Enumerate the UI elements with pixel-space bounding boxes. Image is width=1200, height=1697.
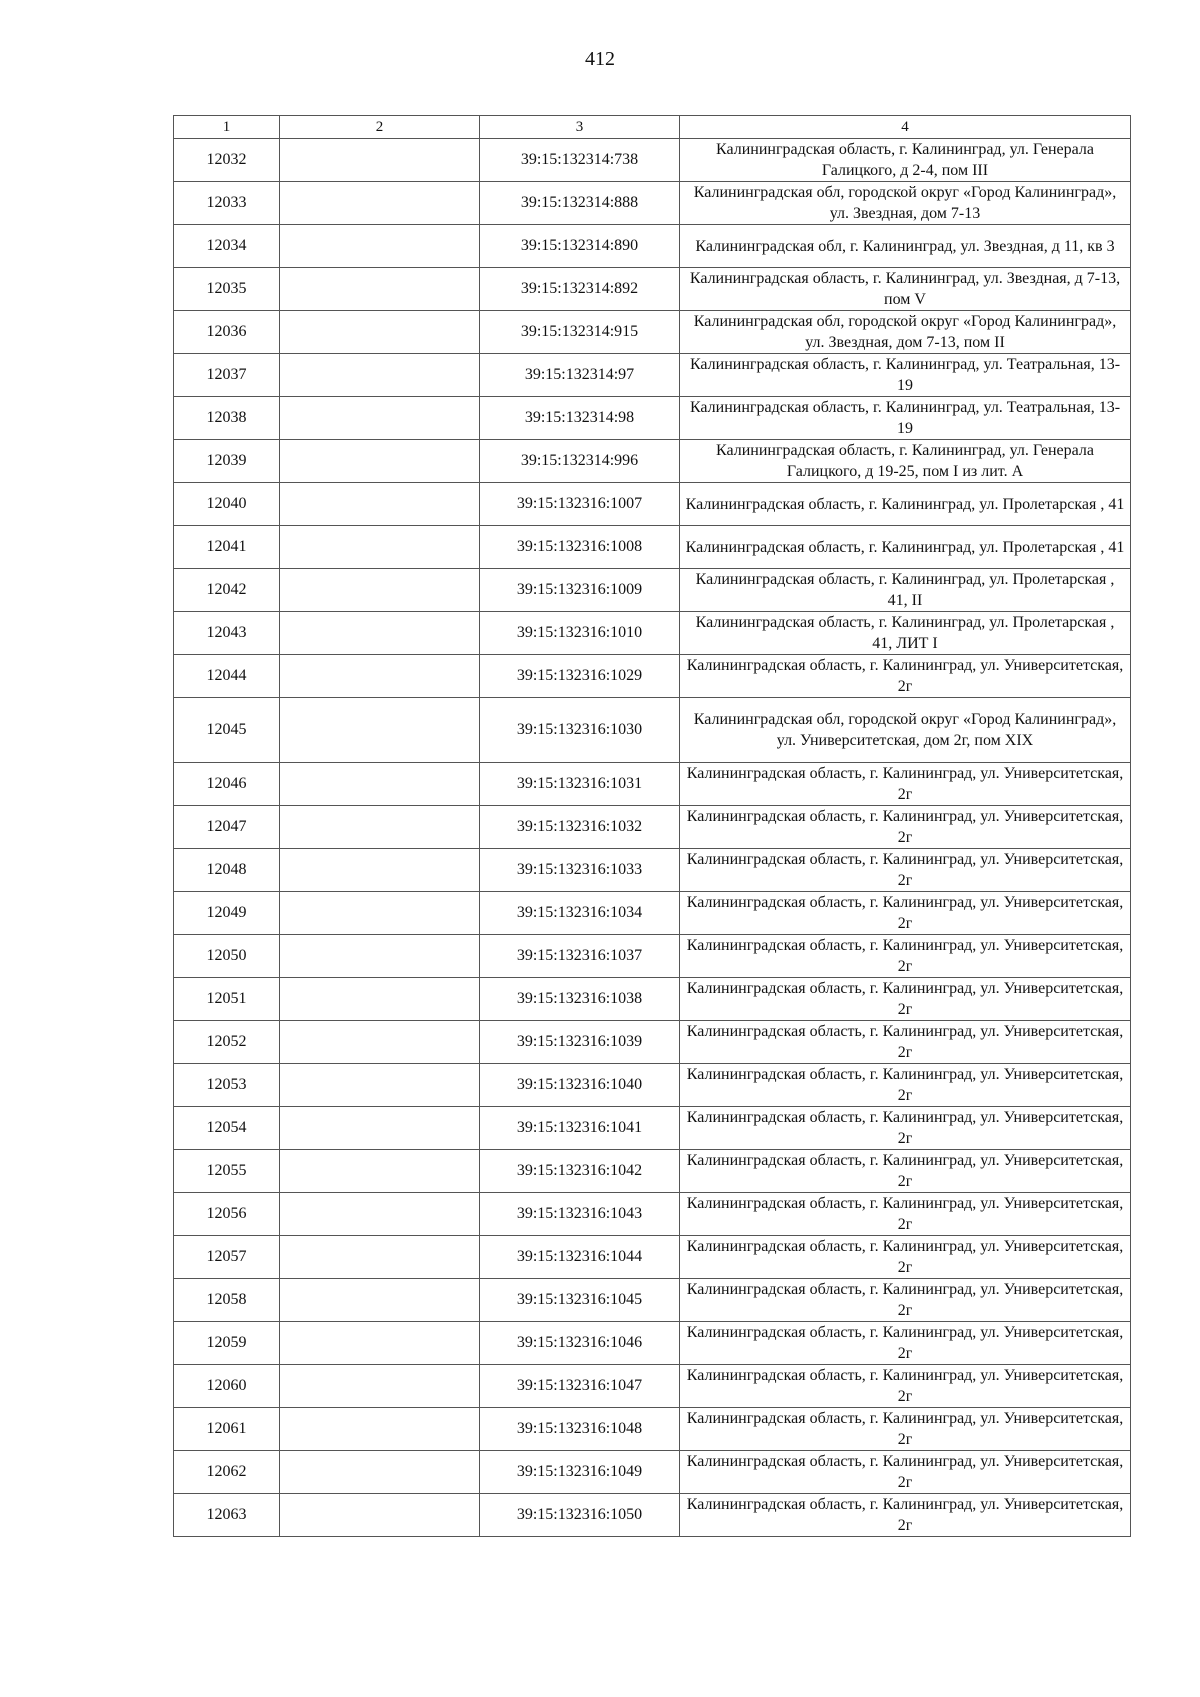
table-row <box>174 268 1131 311</box>
address-cell: Калининградская область, г. Калининград, ул. Пролетарская , 41 <box>680 526 1131 569</box>
row-number-cell: 12049 <box>174 892 280 935</box>
cadastral-number-cell: 39:15:132314:892 <box>480 268 680 311</box>
empty-cell <box>280 698 480 763</box>
address-cell: Калининградская область, г. Калининград, ул. Университетская, 2г <box>680 1193 1131 1236</box>
address-cell: Калининградская область, г. Калининград, ул. Университетская, 2г <box>680 978 1131 1021</box>
cadastral-number-cell: 39:15:132314:915 <box>480 311 680 354</box>
empty-cell <box>280 440 480 483</box>
table-row <box>174 569 1131 612</box>
row-number-cell: 12045 <box>174 698 280 763</box>
table-row <box>174 1451 1131 1494</box>
row-number-cell: 12057 <box>174 1236 280 1279</box>
cadastral-number-cell: 39:15:132316:1046 <box>480 1322 680 1365</box>
address-cell: Калининградская область, г. Калининград, ул. Университетская, 2г <box>680 806 1131 849</box>
row-number-cell: 12035 <box>174 268 280 311</box>
address-cell: Калининградская область, г. Калининград, ул. Университетская, 2г <box>680 1150 1131 1193</box>
row-number-cell: 12054 <box>174 1107 280 1150</box>
row-number-cell: 12042 <box>174 569 280 612</box>
row-number-cell: 12053 <box>174 1064 280 1107</box>
table-row <box>174 1408 1131 1451</box>
empty-cell <box>280 526 480 569</box>
address-cell: Калининградская область, г. Калининград, ул. Университетская, 2г <box>680 1064 1131 1107</box>
header-cell-3: 3 <box>480 116 680 139</box>
cadastral-number-cell: 39:15:132316:1010 <box>480 612 680 655</box>
cadastral-number-cell: 39:15:132314:888 <box>480 182 680 225</box>
cadastral-number-cell: 39:15:132316:1007 <box>480 483 680 526</box>
row-number-cell: 12056 <box>174 1193 280 1236</box>
header-cell-4: 4 <box>680 116 1131 139</box>
cadastral-number-cell: 39:15:132316:1038 <box>480 978 680 1021</box>
empty-cell <box>280 354 480 397</box>
address-cell: Калининградская область, г. Калининград, ул. Генерала Галицкого, д 19-25, пом I из лит. А <box>680 440 1131 483</box>
table-row <box>174 311 1131 354</box>
header-cell-1: 1 <box>174 116 280 139</box>
row-number-cell: 12040 <box>174 483 280 526</box>
empty-cell <box>280 1408 480 1451</box>
address-cell: Калининградская область, г. Калининград, ул. Университетская, 2г <box>680 1451 1131 1494</box>
row-number-cell: 12058 <box>174 1279 280 1322</box>
cadastral-number-cell: 39:15:132316:1039 <box>480 1021 680 1064</box>
empty-cell <box>280 1322 480 1365</box>
address-cell: Калининградская область, г. Калининград, ул. Университетская, 2г <box>680 892 1131 935</box>
cadastral-number-cell: 39:15:132316:1045 <box>480 1279 680 1322</box>
table-row <box>174 139 1131 182</box>
empty-cell <box>280 1365 480 1408</box>
address-cell: Калининградская область, г. Калининград, ул. Пролетарская , 41, II <box>680 569 1131 612</box>
table-row <box>174 354 1131 397</box>
table-row <box>174 763 1131 806</box>
empty-cell <box>280 1150 480 1193</box>
empty-cell <box>280 612 480 655</box>
row-number-cell: 12036 <box>174 311 280 354</box>
address-cell: Калининградская область, г. Калининград, ул. Университетская, 2г <box>680 1365 1131 1408</box>
row-number-cell: 12044 <box>174 655 280 698</box>
empty-cell <box>280 1451 480 1494</box>
row-number-cell: 12037 <box>174 354 280 397</box>
empty-cell <box>280 849 480 892</box>
address-cell: Калининградская область, г. Калининград, ул. Университетская, 2г <box>680 1107 1131 1150</box>
table-row <box>174 655 1131 698</box>
address-cell: Калининградская область, г. Калининград, ул. Университетская, 2г <box>680 1322 1131 1365</box>
cadastral-number-cell: 39:15:132316:1009 <box>480 569 680 612</box>
cadastral-number-cell: 39:15:132316:1037 <box>480 935 680 978</box>
empty-cell <box>280 763 480 806</box>
cadastral-number-cell: 39:15:132316:1008 <box>480 526 680 569</box>
cadastral-number-cell: 39:15:132314:996 <box>480 440 680 483</box>
table-row <box>174 892 1131 935</box>
table-row <box>174 849 1131 892</box>
table-row <box>174 1107 1131 1150</box>
table-row <box>174 1150 1131 1193</box>
table-row <box>174 1236 1131 1279</box>
table-row <box>174 1021 1131 1064</box>
empty-cell <box>280 892 480 935</box>
registry-table <box>173 115 1131 1537</box>
empty-cell <box>280 1193 480 1236</box>
table-row <box>174 1064 1131 1107</box>
address-cell: Калининградская область, г. Калининград, ул. Университетская, 2г <box>680 1494 1131 1537</box>
address-cell: Калининградская область, г. Калининград, ул. Университетская, 2г <box>680 1236 1131 1279</box>
empty-cell <box>280 182 480 225</box>
table-row <box>174 1279 1131 1322</box>
address-cell: Калининградская область, г. Калининград, ул. Театральная, 13-19 <box>680 397 1131 440</box>
cadastral-number-cell: 39:15:132316:1049 <box>480 1451 680 1494</box>
table-row <box>174 483 1131 526</box>
cadastral-number-cell: 39:15:132316:1048 <box>480 1408 680 1451</box>
row-number-cell: 12046 <box>174 763 280 806</box>
cadastral-number-cell: 39:15:132316:1041 <box>480 1107 680 1150</box>
table-row <box>174 698 1131 763</box>
address-cell: Калининградская область, г. Калининград, ул. Пролетарская , 41, ЛИТ I <box>680 612 1131 655</box>
cadastral-number-cell: 39:15:132316:1029 <box>480 655 680 698</box>
empty-cell <box>280 978 480 1021</box>
header-cell-2: 2 <box>280 116 480 139</box>
cadastral-number-cell: 39:15:132316:1043 <box>480 1193 680 1236</box>
empty-cell <box>280 1279 480 1322</box>
empty-cell <box>280 1107 480 1150</box>
cadastral-number-cell: 39:15:132316:1050 <box>480 1494 680 1537</box>
row-number-cell: 12047 <box>174 806 280 849</box>
empty-cell <box>280 1021 480 1064</box>
table-row <box>174 397 1131 440</box>
page-number: 412 <box>585 48 615 70</box>
table-row <box>174 978 1131 1021</box>
table-row <box>174 225 1131 268</box>
row-number-cell: 12062 <box>174 1451 280 1494</box>
empty-cell <box>280 569 480 612</box>
address-cell: Калининградская область, г. Калининград, ул. Университетская, 2г <box>680 1408 1131 1451</box>
cadastral-number-cell: 39:15:132316:1033 <box>480 849 680 892</box>
empty-cell <box>280 806 480 849</box>
row-number-cell: 12050 <box>174 935 280 978</box>
address-cell: Калининградская область, г. Калининград, ул. Университетская, 2г <box>680 1279 1131 1322</box>
empty-cell <box>280 311 480 354</box>
empty-cell <box>280 655 480 698</box>
table-row <box>174 1494 1131 1537</box>
empty-cell <box>280 1064 480 1107</box>
table-row <box>174 1322 1131 1365</box>
row-number-cell: 12032 <box>174 139 280 182</box>
address-cell: Калининградская обл, городской округ «Город Калининград», ул. Звездная, дом 7-13, пом II <box>680 311 1131 354</box>
table-row <box>174 526 1131 569</box>
cadastral-number-cell: 39:15:132316:1031 <box>480 763 680 806</box>
row-number-cell: 12051 <box>174 978 280 1021</box>
row-number-cell: 12034 <box>174 225 280 268</box>
row-number-cell: 12039 <box>174 440 280 483</box>
cadastral-number-cell: 39:15:132316:1032 <box>480 806 680 849</box>
table-row <box>174 612 1131 655</box>
address-cell: Калининградская обл, городской округ «Город Калининград», ул. Звездная, дом 7-13 <box>680 182 1131 225</box>
empty-cell <box>280 225 480 268</box>
table-row <box>174 806 1131 849</box>
address-cell: Калининградская обл, городской округ «Город Калининград», ул. Университетская, дом 2г, пом XIX <box>680 698 1131 763</box>
cadastral-number-cell: 39:15:132314:98 <box>480 397 680 440</box>
address-cell: Калининградская область, г. Калининград, ул. Театральная, 13-19 <box>680 354 1131 397</box>
address-cell: Калининградская область, г. Калининград, ул. Университетская, 2г <box>680 655 1131 698</box>
table-row <box>174 440 1131 483</box>
cadastral-number-cell: 39:15:132316:1040 <box>480 1064 680 1107</box>
row-number-cell: 12043 <box>174 612 280 655</box>
table-header-row <box>174 116 1131 139</box>
row-number-cell: 12063 <box>174 1494 280 1537</box>
registry-table-body <box>174 116 1131 1537</box>
address-cell: Калининградская область, г. Калининград, ул. Генерала Галицкого, д 2-4, пом III <box>680 139 1131 182</box>
empty-cell <box>280 268 480 311</box>
empty-cell <box>280 1236 480 1279</box>
row-number-cell: 12061 <box>174 1408 280 1451</box>
row-number-cell: 12060 <box>174 1365 280 1408</box>
row-number-cell: 12041 <box>174 526 280 569</box>
empty-cell <box>280 1494 480 1537</box>
address-cell: Калининградская область, г. Калининград, ул. Университетская, 2г <box>680 1021 1131 1064</box>
cadastral-number-cell: 39:15:132316:1030 <box>480 698 680 763</box>
address-cell: Калининградская обл, г. Калининград, ул. Звездная, д 11, кв 3 <box>680 225 1131 268</box>
address-cell: Калининградская область, г. Калининград, ул. Университетская, 2г <box>680 763 1131 806</box>
row-number-cell: 12038 <box>174 397 280 440</box>
table-row <box>174 1193 1131 1236</box>
cadastral-number-cell: 39:15:132316:1044 <box>480 1236 680 1279</box>
table-row <box>174 1365 1131 1408</box>
row-number-cell: 12048 <box>174 849 280 892</box>
address-cell: Калининградская область, г. Калининград, ул. Звездная, д 7-13, пом V <box>680 268 1131 311</box>
row-number-cell: 12052 <box>174 1021 280 1064</box>
address-cell: Калининградская область, г. Калининград, ул. Университетская, 2г <box>680 849 1131 892</box>
cadastral-number-cell: 39:15:132316:1034 <box>480 892 680 935</box>
empty-cell <box>280 935 480 978</box>
cadastral-number-cell: 39:15:132314:97 <box>480 354 680 397</box>
table-row <box>174 182 1131 225</box>
empty-cell <box>280 139 480 182</box>
cadastral-number-cell: 39:15:132316:1047 <box>480 1365 680 1408</box>
row-number-cell: 12059 <box>174 1322 280 1365</box>
cadastral-number-cell: 39:15:132316:1042 <box>480 1150 680 1193</box>
empty-cell <box>280 397 480 440</box>
address-cell: Калининградская область, г. Калининград, ул. Пролетарская , 41 <box>680 483 1131 526</box>
row-number-cell: 12055 <box>174 1150 280 1193</box>
table-row <box>174 935 1131 978</box>
address-cell: Калининградская область, г. Калининград, ул. Университетская, 2г <box>680 935 1131 978</box>
row-number-cell: 12033 <box>174 182 280 225</box>
cadastral-number-cell: 39:15:132314:738 <box>480 139 680 182</box>
cadastral-number-cell: 39:15:132314:890 <box>480 225 680 268</box>
empty-cell <box>280 483 480 526</box>
